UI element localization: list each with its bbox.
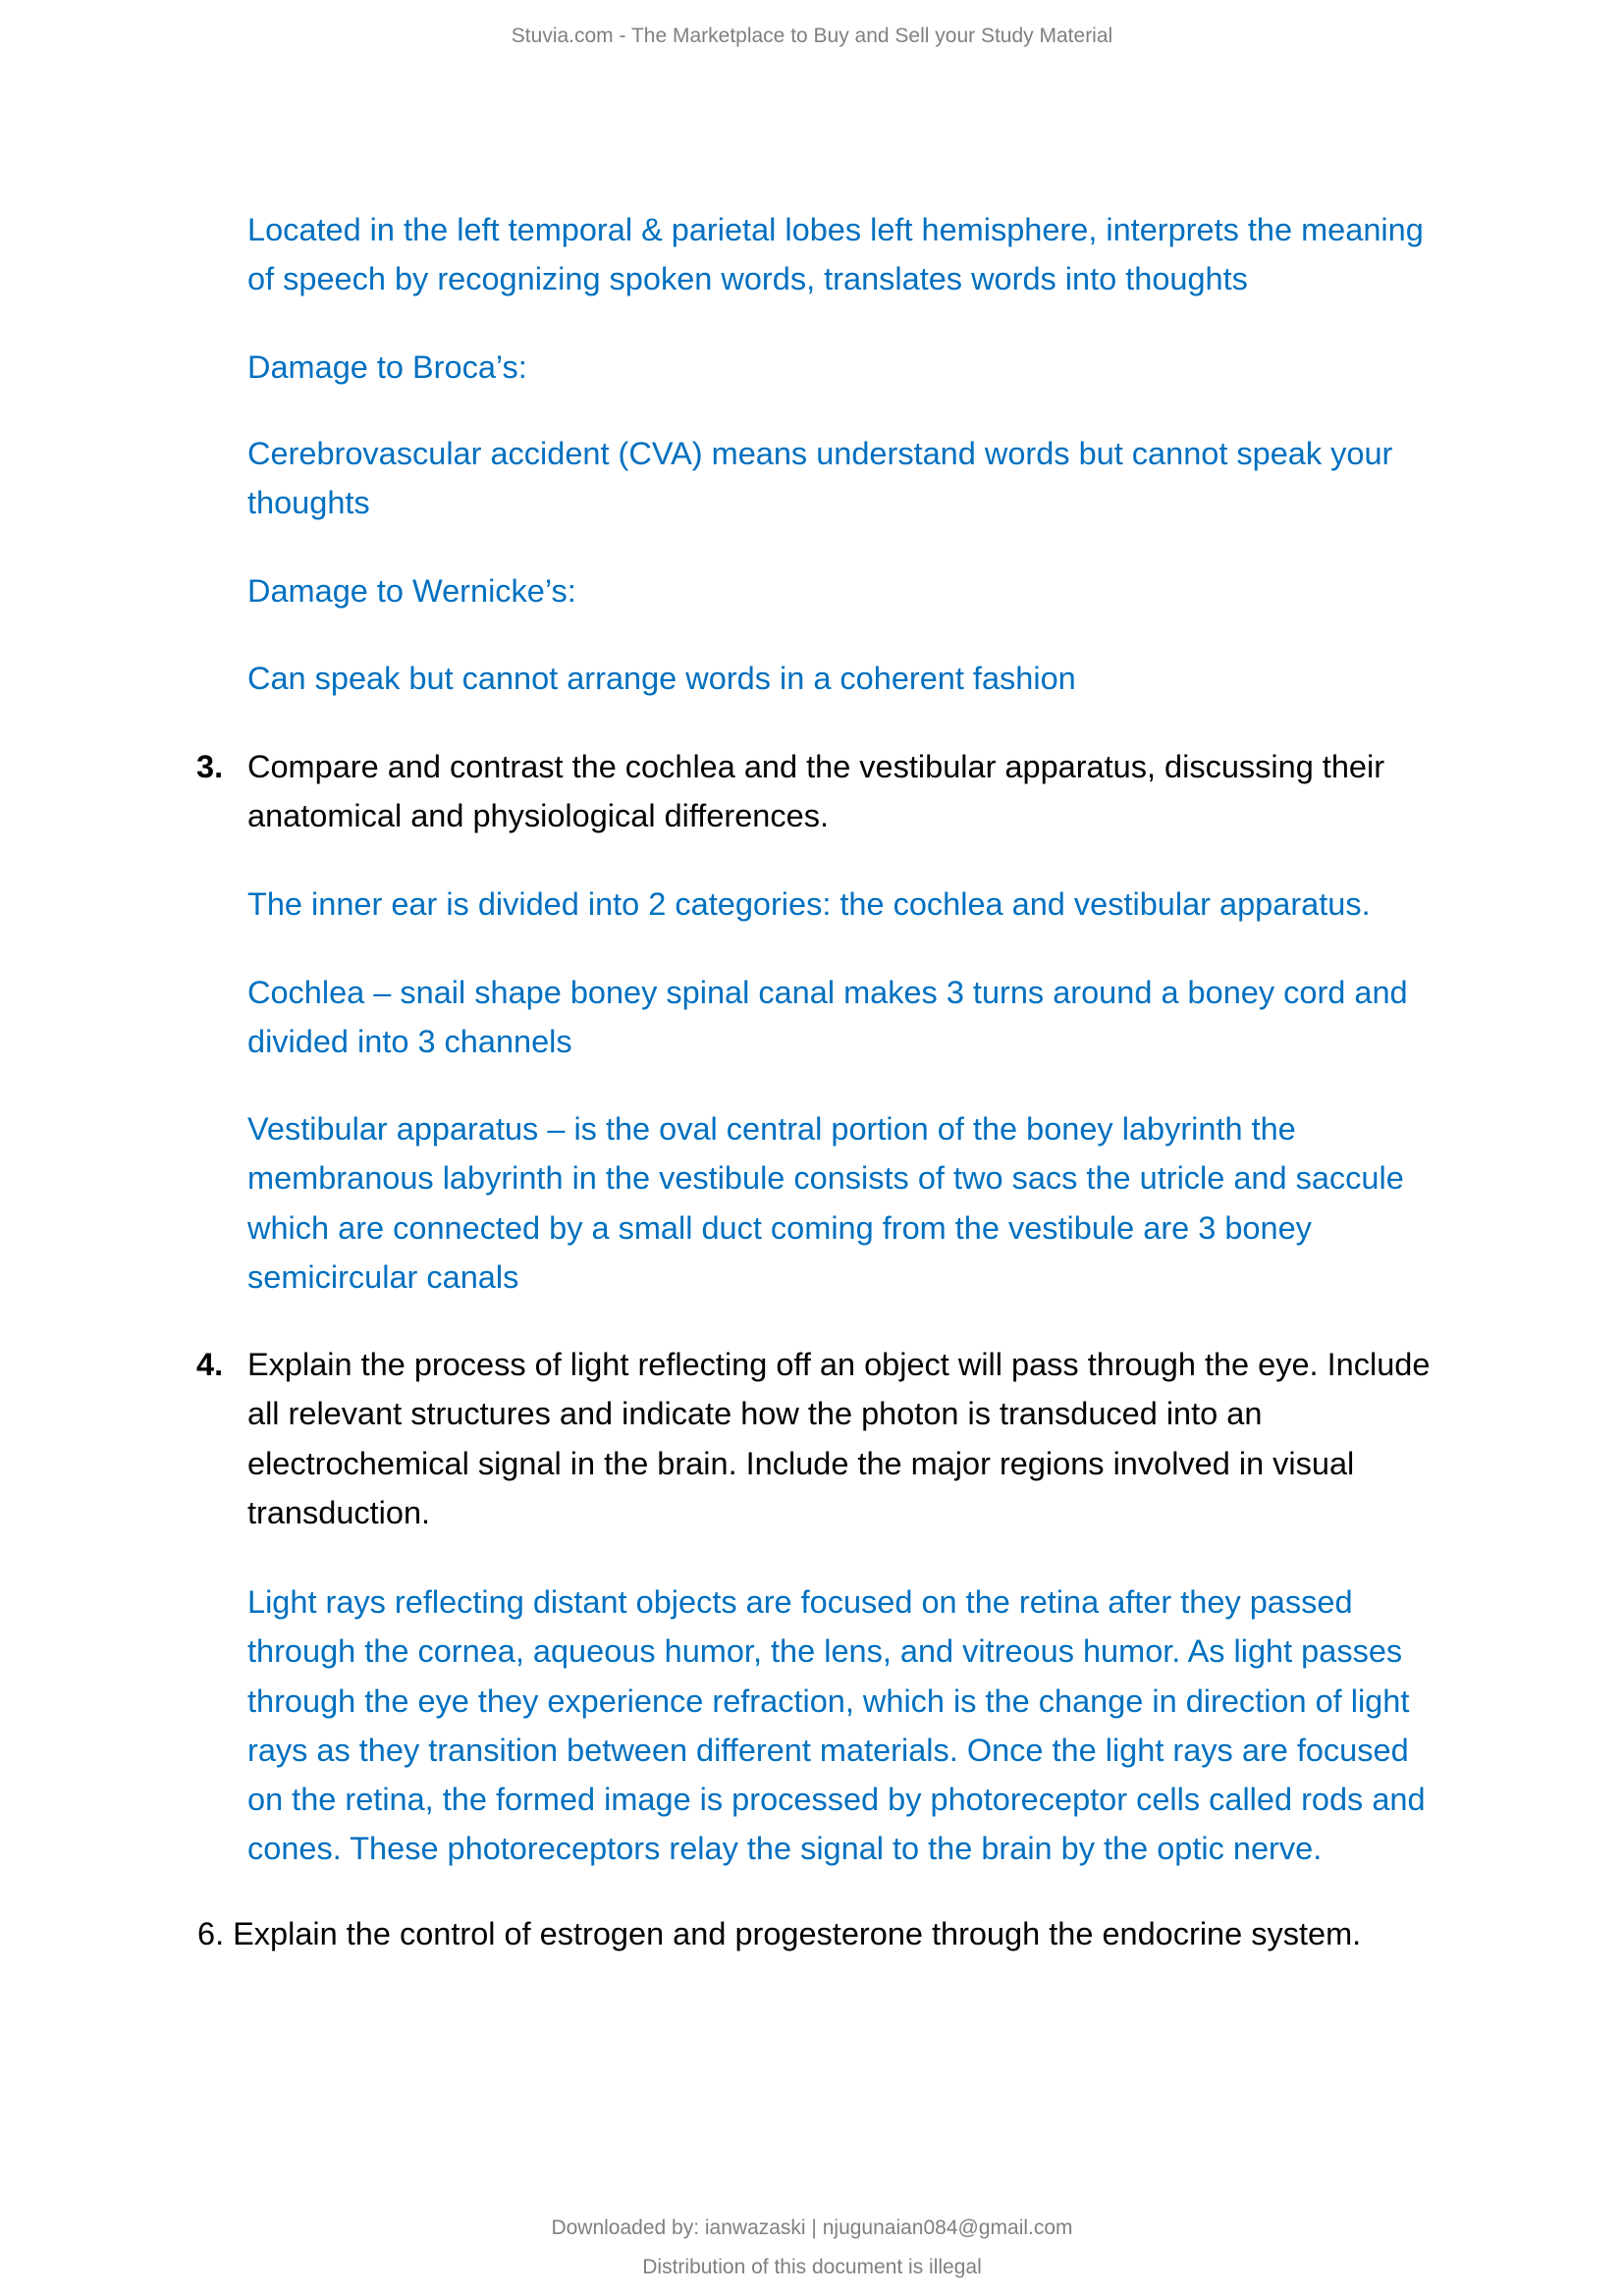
answer-cochlea: [247, 968, 1524, 1067]
text-line: Located in the left temporal & parietal lobes left hemisphere, interprets the meaning: [247, 212, 1424, 247]
text-line: rays as they transition between different materials. Once the light rays are focused: [247, 1732, 1409, 1768]
text-line: Cochlea – snail shape boney spinal canal makes 3 turns around a boney cord and: [247, 975, 1408, 1010]
wernicke-damage-text: [247, 654, 1524, 703]
text-line: Damage to Broca’s:: [247, 349, 527, 385]
text-line: anatomical and physiological differences.: [247, 798, 829, 834]
text-line: on the retina, the formed image is processed by photoreceptor cells called rods and: [247, 1782, 1426, 1818]
text-line: cones. These photoreceptors relay the signal to the brain by the optic nerve.: [247, 1831, 1323, 1867]
footer-downloaded-by: Downloaded by: ianwazaski | njugunaian084@gmail.com: [551, 2216, 1073, 2239]
answer-vestibular: [247, 1104, 1524, 1302]
text-line: which are connected by a small duct coming from the vestibule are 3 boney: [247, 1209, 1312, 1246]
question-4: [196, 1340, 1524, 1537]
answer-inner-ear: [247, 880, 1524, 929]
question-6: 6. Explain the control of estrogen and progesterone through the endocrine system.: [197, 1916, 1362, 1951]
broca-damage-text: [247, 429, 1524, 528]
text-line: electrochemical signal in the brain. Include the major regions involved in visual: [247, 1445, 1355, 1481]
page-header: Stuvia.com - The Marketplace to Buy and Sell your Study Material: [511, 25, 1113, 47]
question-number: 4.: [196, 1347, 224, 1382]
question-number: 3.: [196, 749, 224, 784]
text-line: Compare and contrast the cochlea and the vestibular apparatus, discussing their: [247, 749, 1385, 784]
wernicke-damage-label: [247, 566, 1524, 615]
answer-light: [247, 1577, 1524, 1874]
text-line: transduction.: [247, 1494, 431, 1530]
text-line: The inner ear is divided into 2 categories: the cochlea and vestibular apparatus.: [247, 886, 1371, 922]
text-line: Light rays reflecting distant objects are focused on the retina after they passed: [247, 1584, 1353, 1620]
text-line: through the cornea, aqueous humor, the lens, and vitreous humor. As light passes: [247, 1633, 1403, 1670]
text-line: of speech by recognizing spoken words, translates words into thoughts: [247, 261, 1248, 297]
answer-wernicke-description: [247, 205, 1524, 304]
footer-distribution-notice: Distribution of this document is illegal: [642, 2256, 982, 2278]
text-line: semicircular canals: [247, 1258, 519, 1295]
text-line: all relevant structures and indicate how the photon is transduced into an: [247, 1396, 1263, 1432]
text-line: divided into 3 channels: [247, 1024, 572, 1060]
text-line: Damage to Wernicke’s:: [247, 573, 576, 609]
text-line: Vestibular apparatus – is the oval central portion of the boney labyrinth the: [247, 1111, 1296, 1147]
question-3: [196, 742, 1524, 841]
text-line: membranous labyrinth in the vestibule consists of two sacs the utricle and saccule: [247, 1160, 1404, 1197]
text-line: Explain the process of light reflecting off an object will pass through the eye. Include: [247, 1347, 1431, 1382]
broca-damage-label: [247, 343, 1524, 392]
text-line: through the eye they experience refraction, which is the change in direction of light: [247, 1682, 1410, 1719]
text-line: thoughts: [247, 485, 370, 521]
text-line: Can speak but cannot arrange words in a coherent fashion: [247, 661, 1076, 696]
text-line: Cerebrovascular accident (CVA) means understand words but cannot speak your: [247, 436, 1393, 471]
